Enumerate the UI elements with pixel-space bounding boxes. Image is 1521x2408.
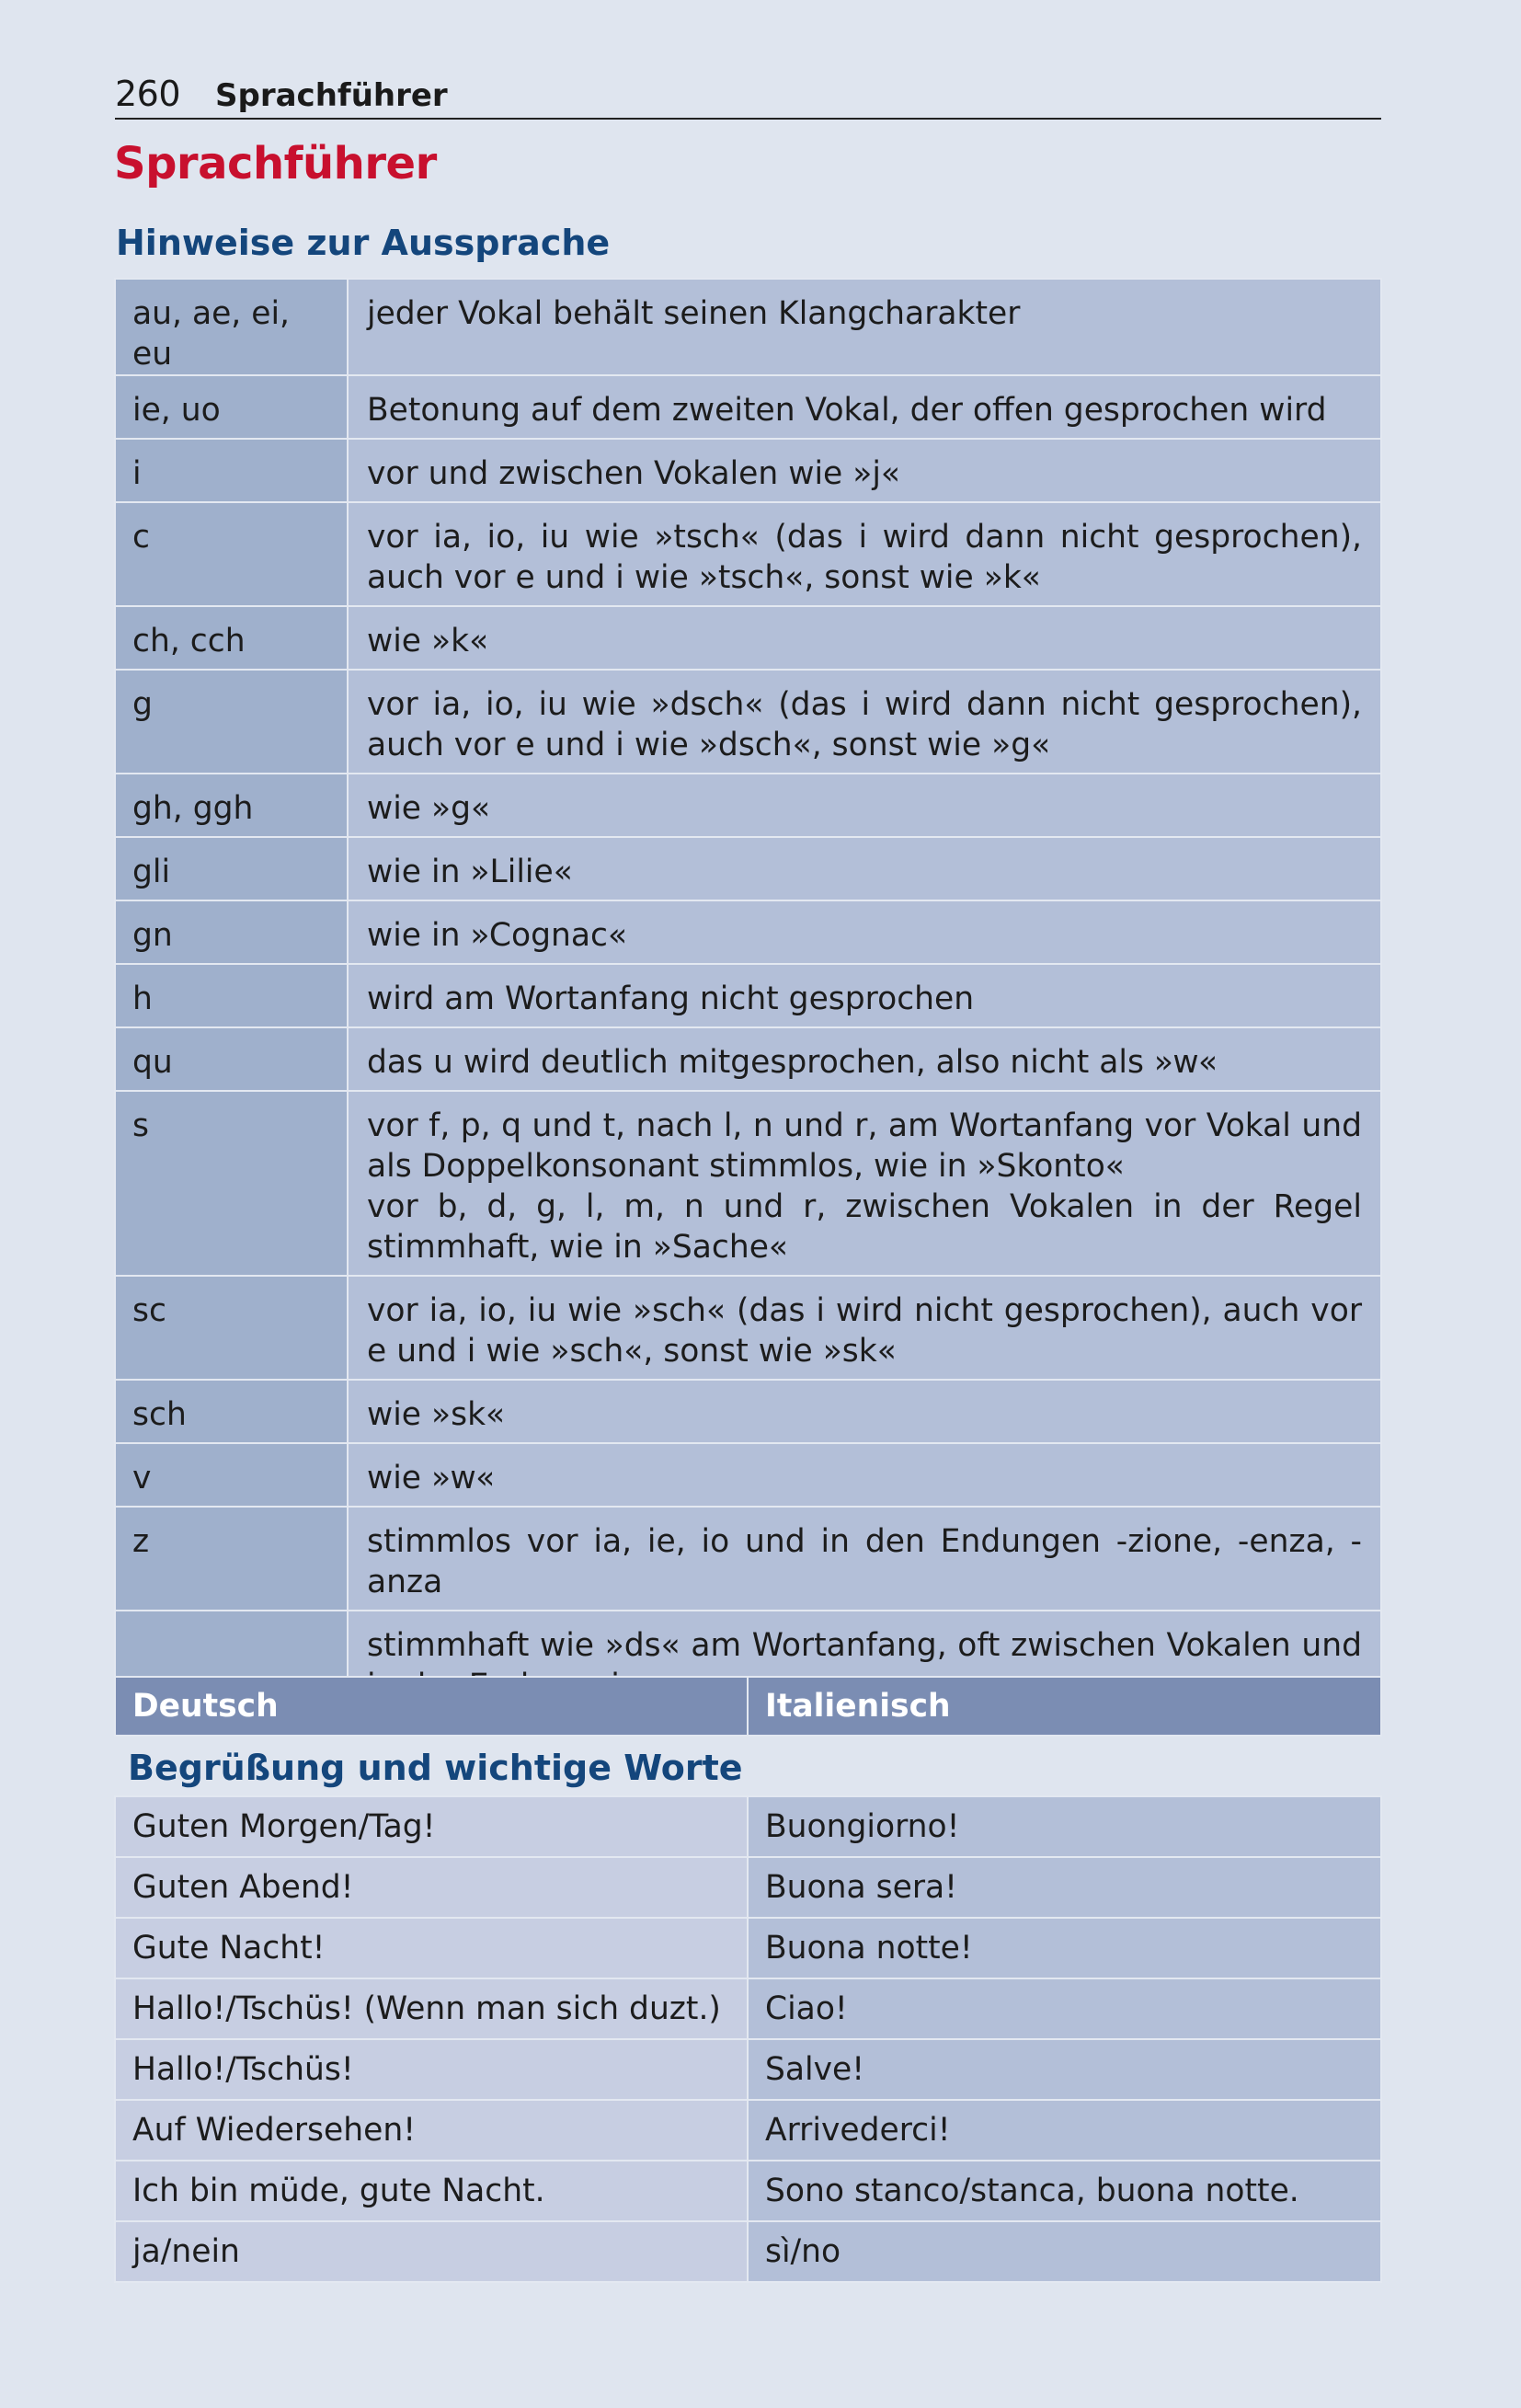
phrase-row [115,1918,1381,1978]
phrasebook-table [114,1676,1382,2283]
letter-combination: gn [115,900,348,964]
letter-combination: sc [115,1276,348,1380]
letter-combination: ch, cch [115,606,348,670]
phrase-italian: Salve! [748,2039,1381,2100]
letter-combination: h [115,964,348,1027]
phrase-german: Auf Wiedersehen! [115,2100,748,2161]
phrasebook-section-heading: Begrüßung und wichtige Worte [128,1748,743,1788]
rule-text: wie »g« [367,790,491,827]
phrase-italian: Sono stanco/stanca, buona notte. [748,2161,1381,2221]
pronunciation-rule [348,502,1381,606]
rule-text: vor b, d, g, l, m, n und r, zwischen Vokalen in der Regel stimmhaft, wie in »Sache« [367,1188,1362,1266]
running-header [115,72,1381,120]
pronunciation-rule [348,1027,1381,1091]
pronunciation-row [115,1380,1381,1443]
letter-combination: au, ae, ei, eu [115,279,348,375]
running-title: Sprachführer [215,77,448,114]
pronunciation-row [115,774,1381,837]
pronunciation-rule [348,774,1381,837]
rule-text: wie in »Lilie« [367,854,573,890]
rule-text: stimmlos vor ia, ie, io und in den Endungen -zione, -enza, -anza [367,1523,1362,1600]
phrase-german: ja/nein [115,2221,748,2282]
phrase-row [115,1857,1381,1918]
pronunciation-rule [348,1380,1381,1443]
pronunciation-rule [348,606,1381,670]
phrase-row [115,1796,1381,1857]
letter-combination: c [115,502,348,606]
phrase-german: Hallo!/Tschüs! (Wenn man sich duzt.) [115,1978,748,2039]
letter-combination: i [115,439,348,502]
pronunciation-row [115,375,1381,439]
phrase-row [115,2221,1381,2282]
rule-text: wie »sk« [367,1396,506,1433]
page-title: Sprachführer [114,138,437,189]
phrase-row [115,2161,1381,2221]
letter-combination: qu [115,1027,348,1091]
pronunciation-rule [348,279,1381,375]
pronunciation-rule [348,1276,1381,1380]
letter-combination: s [115,1091,348,1276]
phrase-italian: Buona notte! [748,1918,1381,1978]
section-row [115,1736,1381,1796]
phrase-row [115,1978,1381,2039]
pronunciation-row [115,439,1381,502]
phrase-german: Guten Morgen/Tag! [115,1796,748,1857]
pronunciation-row [115,1276,1381,1380]
pronunciation-rule [348,375,1381,439]
rule-text: wie in »Cognac« [367,917,628,954]
rule-text: wie »k« [367,623,489,659]
letter-combination: ie, uo [115,375,348,439]
letter-combination: gli [115,837,348,900]
letter-combination: g [115,670,348,774]
pronunciation-row [115,900,1381,964]
rule-text: vor ia, io, iu wie »dsch« (das i wird dann nicht gesprochen), auch vor e und i wie »dsch«, sonst wie »g« [367,686,1362,763]
pronunciation-rule [348,1507,1381,1611]
phrase-italian: Buona sera! [748,1857,1381,1918]
rule-text: vor ia, io, iu wie »sch« (das i wird nicht gesprochen), auch vor e und i wie »sch«, sonst wie »sk« [367,1292,1362,1370]
phrase-german: Guten Abend! [115,1857,748,1918]
phrase-italian: Ciao! [748,1978,1381,2039]
phrase-row [115,2039,1381,2100]
rule-text: Betonung auf dem zweiten Vokal, der offen gesprochen wird [367,392,1327,429]
pronunciation-row [115,1443,1381,1507]
pronunciation-rule [348,900,1381,964]
letter-combination: sch [115,1380,348,1443]
rule-text: vor und zwischen Vokalen wie »j« [367,455,901,492]
pronunciation-row [115,606,1381,670]
phrase-german: Ich bin müde, gute Nacht. [115,2161,748,2221]
phrasebook-header-row [115,1677,1381,1736]
pronunciation-row [115,1027,1381,1091]
column-header-deutsch: Deutsch [115,1677,748,1736]
page-number: 260 [115,74,181,114]
pronunciation-row [115,1507,1381,1611]
letter-combination: gh, ggh [115,774,348,837]
pronunciation-rule [348,1091,1381,1276]
pronunciation-row [115,670,1381,774]
rule-text: jeder Vokal behält seinen Klangcharakter [367,295,1021,332]
phrase-italian: Buongiorno! [748,1796,1381,1857]
pronunciation-rule [348,439,1381,502]
pronunciation-row [115,837,1381,900]
pronunciation-row [115,279,1381,375]
letter-combination: v [115,1443,348,1507]
rule-text: vor f, p, q und t, nach l, n und r, am Wortanfang vor Vokal und als Doppelkonsonant stimmlos, wie in »Skonto« [367,1107,1362,1185]
phrase-german: Gute Nacht! [115,1918,748,1978]
pronunciation-row [115,1091,1381,1276]
section-heading-cell [115,1736,1381,1796]
rule-text: wird am Wortanfang nicht gesprochen [367,980,975,1017]
pronunciation-rule [348,670,1381,774]
rule-text: stimmhaft wie »ds« am Wortanfang, oft zwischen Vokalen und [367,1627,1362,1664]
pronunciation-row [115,502,1381,606]
rule-text: vor ia, io, iu wie »tsch« (das i wird dann nicht gesprochen), auch vor e und i wie »tsch«, sonst wie »k« [367,519,1362,596]
phrase-row [115,2100,1381,2161]
column-header-italienisch: Italienisch [748,1677,1381,1736]
phrase-italian: Arrivederci! [748,2100,1381,2161]
phrase-italian: sì/no [748,2221,1381,2282]
rule-text: wie »w« [367,1460,496,1496]
pronunciation-rule [348,964,1381,1027]
rule-text: das u wird deutlich mitgesprochen, also nicht als »w« [367,1044,1218,1081]
pronunciation-heading: Hinweise zur Aussprache [116,223,611,263]
pronunciation-table [114,278,1382,1715]
pronunciation-rule [348,1443,1381,1507]
letter-combination: z [115,1507,348,1611]
phrase-german: Hallo!/Tschüs! [115,2039,748,2100]
pronunciation-rule [348,837,1381,900]
pronunciation-row [115,964,1381,1027]
